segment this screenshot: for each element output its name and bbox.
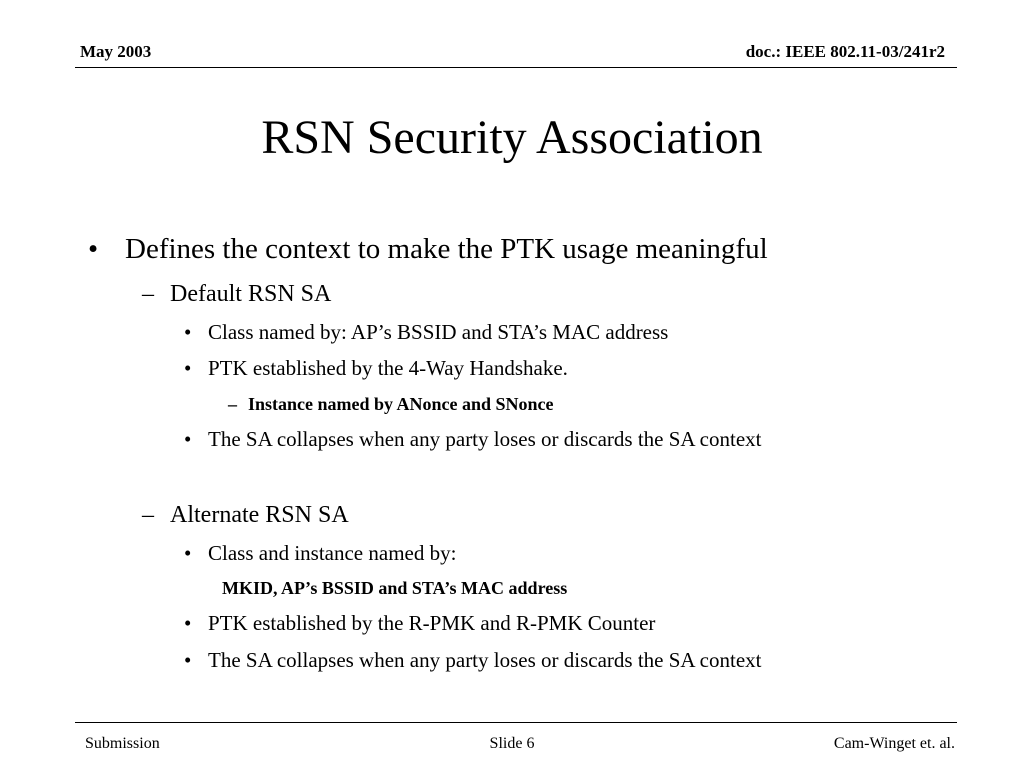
sub-bullet-ptk-rpmk (184, 611, 656, 636)
sub-dash-text: Instance named by ANonce and SNonce (248, 394, 554, 414)
bullet-marker: • (184, 427, 192, 451)
header-date: May 2003 (80, 42, 152, 61)
dash-marker: – (142, 281, 154, 307)
header-divider (75, 67, 957, 68)
sub-bullet-text: Class and instance named by: (208, 541, 457, 565)
sub-item-alternate-rsn-sa (142, 501, 349, 529)
footer-authors: Cam-Winget et. al. (833, 735, 955, 752)
bullet-marker: • (184, 648, 192, 672)
sub-bullet-text: Class named by: AP’s BSSID and STA’s MAC address (208, 320, 669, 344)
bullet-marker: • (184, 611, 192, 635)
bullet-marker: • (184, 356, 192, 380)
sub-bullet-text: The SA collapses when any party loses or discards the SA context (208, 427, 762, 451)
bullet-defines-context (88, 232, 768, 266)
sub-bullet-text: The SA collapses when any party loses or discards the SA context (208, 648, 762, 672)
sub-bullet-ptk-handshake (184, 356, 568, 381)
bullet-text: Defines the context to make the PTK usage meaningful (125, 233, 768, 265)
sub-item-text: Default RSN SA (170, 281, 332, 307)
sub-item-text: Alternate RSN SA (170, 502, 349, 528)
sub-item-default-rsn-sa (142, 280, 332, 308)
footer-divider (75, 722, 957, 723)
sub-dash-instance-named (228, 393, 554, 415)
sub-bullet-class-instance-named (184, 541, 457, 566)
dash-marker: – (228, 394, 237, 414)
header-doc-id: doc.: IEEE 802.11-03/241r2 (745, 42, 945, 61)
bullet-marker: • (184, 541, 192, 565)
sub-bullet-text: PTK established by the 4-Way Handshake. (208, 356, 568, 380)
names-detail-line: MKID, AP’s BSSID and STA’s MAC address (222, 578, 568, 598)
sub-bullet-alternate-collapses (184, 648, 762, 673)
sub-bullet-class-named (184, 320, 669, 345)
dash-marker: – (142, 502, 154, 528)
bullet-marker: • (184, 320, 192, 344)
footer-submission: Submission (85, 735, 160, 752)
slide-title: RSN Security Association (261, 111, 763, 164)
sub-bullet-default-collapses (184, 427, 762, 452)
sub-bullet-text: PTK established by the R-PMK and R-PMK Counter (208, 611, 656, 635)
bullet-marker: • (88, 233, 99, 265)
footer-slide-number: Slide 6 (489, 735, 535, 752)
